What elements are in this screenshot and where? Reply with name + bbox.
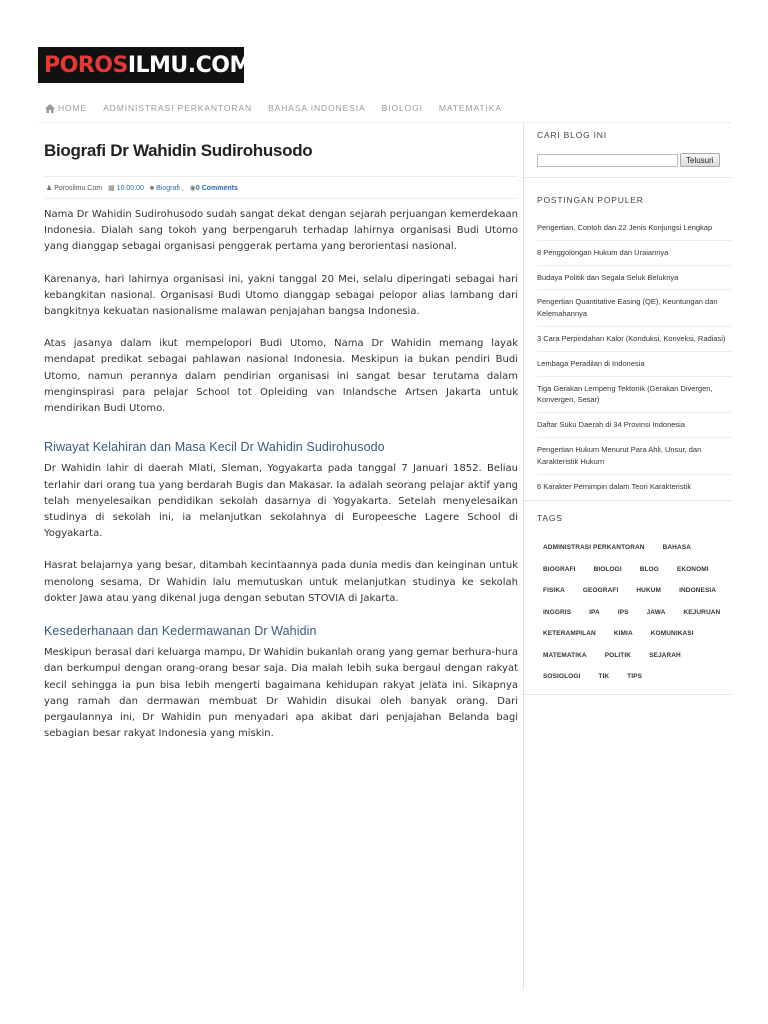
tag-link[interactable]: KEJURUAN bbox=[683, 608, 721, 616]
tag-link[interactable]: IPA bbox=[589, 608, 600, 616]
popular-widget-title: POSTINGAN POPULER bbox=[537, 195, 644, 205]
nav-item-label: BIOLOGI bbox=[381, 103, 423, 113]
tag-link[interactable]: KOMUNIKASI bbox=[650, 630, 694, 638]
search-widget-title: CARI BLOG INI bbox=[537, 130, 607, 140]
nav-item-label: MATEMATIKA bbox=[438, 103, 502, 113]
author-name: Porosilmu.Com bbox=[54, 185, 103, 192]
nav-item-label: BAHASA INDONESIA bbox=[268, 103, 366, 113]
section-heading: Kesederhanaan dan Kedermawanan Dr Wahidin bbox=[44, 624, 317, 639]
popular-posts-widget bbox=[537, 195, 732, 501]
tag-link[interactable]: TIPS bbox=[627, 673, 643, 681]
comments-meta[interactable] bbox=[190, 184, 238, 192]
popular-post-link[interactable]: 3 Cara Perpindahan Kalor (Konduksi, Konveksi, Radiasi) bbox=[537, 327, 732, 352]
tag-link[interactable]: BIOGRAFI bbox=[543, 565, 576, 573]
tag-link[interactable]: SOSIOLOGI bbox=[543, 673, 581, 681]
comments-count: 0 Comments bbox=[195, 185, 238, 192]
category-meta[interactable] bbox=[150, 185, 184, 192]
post-meta bbox=[46, 184, 238, 192]
tag-link[interactable]: BAHASA bbox=[662, 544, 691, 552]
tag-cloud bbox=[537, 537, 727, 688]
popular-post-link[interactable]: Budaya Politik dan Segala Seluk Beluknya bbox=[537, 266, 732, 291]
post-time: 10.00.00 bbox=[116, 185, 144, 192]
popular-post-link[interactable]: Pengertian Hukum Menurut Para Ahli, Unsur, dan Karakteristik Hukum bbox=[537, 438, 732, 475]
search-button[interactable]: Telusuri bbox=[680, 153, 720, 167]
paragraph: Karenanya, hari lahirnya organisasi ini, yakni tanggal 20 Mei, selalu diperingati sebagai hari kebangkitan nasional. Organisasi Budi Utomo dianggap sebagai pelopor alias lambang dari bangkitnya kekuatan nasionalisme malawan penjajahan bangsa Indonesia. bbox=[44, 273, 518, 318]
paragraph: Dr Wahidin lahir di daerah Mlati, Sleman, Yogyakarta pada tanggal 7 Januari 1852. Beliau terlahir dari orang tua yang berdarah Bugis dan Makasar. Ia adalah seorang pelajar aktif yang telah menyelesaikan pendidikan sekolah dasarnya di Yogyakarta. Setelah menyelesaikan studinya di sekolah ini, ia melanjutkan sekolahnya di Europeesche Lagere School di Yogyakarta. bbox=[44, 463, 518, 540]
tag-link[interactable]: GEOGRAFI bbox=[582, 587, 619, 595]
nav-item-administrasi-perkantoran[interactable] bbox=[103, 103, 252, 113]
widget-divider bbox=[524, 177, 732, 178]
nav-divider bbox=[38, 122, 732, 123]
tag-link[interactable]: ADMINISTRASI PERKANTORAN bbox=[543, 544, 645, 552]
logo-text-red: POROS bbox=[44, 52, 128, 78]
logo-text-white: ILMU.COM bbox=[127, 52, 251, 78]
paragraph: Atas jasanya dalam ikut mempelopori Budi Utomo, Nama Dr Wahidin memang layak mendapat predikat sebagai pahlawan nasional Indonesia. Meskipun ia bukan pendiri Budi Utomo, namun perannya dalam pendirian organisasi ini sangat besar terutama dalam menginspirasi para pelajar School tot Opleiding van Inlandsche Artsen Jakarta untuk mendirikan Budi Utomo. bbox=[44, 338, 518, 415]
popular-post-link[interactable]: Pengertian, Contoh dan 22 Jenis Konjungsi Lengkap bbox=[537, 216, 732, 241]
search-input[interactable] bbox=[537, 154, 678, 167]
tag-link[interactable]: BIOLOGI bbox=[593, 565, 622, 573]
tag-link[interactable]: MATEMATIKA bbox=[543, 651, 587, 659]
main-nav bbox=[45, 103, 502, 113]
section-heading: Riwayat Kelahiran dan Masa Kecil Dr Wahidin Sudirohusodo bbox=[44, 440, 385, 455]
nav-item-label: ADMINISTRASI PERKANTORAN bbox=[103, 103, 253, 113]
calendar-icon: ▦ bbox=[108, 185, 115, 192]
search-widget bbox=[537, 130, 732, 178]
category-separator: , bbox=[181, 184, 184, 192]
tags-widget-title: TAGS bbox=[537, 513, 563, 524]
popular-post-link[interactable]: Daftar Suku Daerah di 34 Provinsi Indonesia bbox=[537, 413, 732, 438]
tag-link[interactable]: FISIKA bbox=[543, 587, 565, 595]
popular-post-link[interactable]: 8 Penggolongan Hukum dan Uraiannya bbox=[537, 241, 732, 266]
time-meta[interactable] bbox=[108, 184, 144, 192]
tag-link[interactable]: IPS bbox=[617, 608, 629, 616]
site-logo[interactable] bbox=[38, 47, 251, 83]
tag-link[interactable]: JAWA bbox=[646, 608, 666, 616]
author-meta[interactable] bbox=[46, 184, 102, 192]
tag-link[interactable]: KETERAMPILAN bbox=[543, 630, 596, 638]
widget-divider bbox=[524, 500, 732, 501]
comment-icon: ◉ bbox=[189, 185, 196, 192]
popular-post-link[interactable]: 6 Karakter Pemimpin dalam Teori Karakteristik bbox=[537, 481, 692, 491]
tag-link[interactable]: EKONOMI bbox=[676, 565, 709, 573]
search-row bbox=[537, 153, 732, 167]
popular-post-link[interactable]: Tiga Gerakan Lempeng Tektonik (Gerakan Divergen, Konvergen, Sesar) bbox=[537, 377, 732, 414]
tag-link[interactable]: KIMIA bbox=[613, 630, 633, 638]
nav-item-biologi[interactable] bbox=[382, 103, 423, 113]
tag-link[interactable]: INGGRIS bbox=[543, 608, 572, 616]
popular-post-link[interactable]: Lembaga Peradilan di Indonesia bbox=[537, 352, 732, 377]
paragraph: Nama Dr Wahidin Sudirohusodo sudah sangat dekat dengan sejarah perjuangan kemerdekaan Indonesia. Dialah sang tokoh yang berpengaruh terhadap lahirnya organisasi Budi Utomo yang dianggap sebagai organisasi penggerak pertama yang berorientasi nasional. bbox=[44, 209, 518, 253]
folder-icon: ■ bbox=[149, 184, 155, 192]
paragraph: Meskipun berasal dari keluarga mampu, Dr Wahidin bukanlah orang yang gemar berhura-hura dan berkumpul dengan orang-orang besar saja. Dia malah lebih suka bergaul dengan rakyat kecil sehingga ia pun bisa lebih mengerti bagaimana kehidupan rakyat jelata ini. Sikapnya yang ramah dan dermawan membuat Dr Wahidin disukai oleh banyak orang. Dari pergaulannya ini, Dr Wahidin pun menyadari apa akibat dari penjajahan Belanda bagi sebagian besar rakyat Indonesia yang miskin. bbox=[44, 647, 518, 740]
tag-link[interactable]: POLITIK bbox=[604, 651, 632, 659]
popular-post-link[interactable]: Pengertian Quantitative Easing (QE), Keuntungan dan Kelemahannya bbox=[537, 290, 732, 327]
post-category: Biografi bbox=[156, 184, 180, 192]
tag-link[interactable]: TIK bbox=[598, 673, 610, 681]
nav-home[interactable] bbox=[45, 103, 87, 113]
tag-link[interactable]: INDONESIA bbox=[679, 587, 717, 595]
sidebar-divider bbox=[523, 124, 524, 990]
popular-list bbox=[537, 216, 732, 498]
paragraph: Hasrat belajarnya yang besar, ditambah kecintaannya pada dunia medis dan keinginan untuk menolong sesama, Dr Wahidin lalu memutuskan untuk melanjutkan studinya ke sekolah dokter Jawa atau yang dikenal juga dengan sebutan STOVIA di Jakarta. bbox=[44, 560, 518, 604]
widget-divider bbox=[524, 694, 732, 695]
title-divider bbox=[44, 176, 518, 177]
post-body bbox=[44, 207, 518, 758]
home-icon bbox=[45, 104, 55, 113]
tag-link[interactable]: BLOG bbox=[639, 565, 659, 573]
meta-divider bbox=[44, 198, 518, 199]
tag-link[interactable]: SEJARAH bbox=[649, 651, 681, 659]
nav-item-matematika[interactable] bbox=[439, 103, 502, 113]
user-icon: ♟ bbox=[46, 185, 53, 192]
post-title: Biografi Dr Wahidin Sudirohusodo bbox=[44, 141, 313, 160]
tag-link[interactable]: HUKUM bbox=[636, 587, 662, 595]
nav-item-bahasa-indonesia[interactable] bbox=[268, 103, 366, 113]
tags-widget bbox=[537, 513, 732, 695]
nav-home-label: HOME bbox=[58, 103, 88, 113]
sidebar bbox=[537, 130, 732, 695]
